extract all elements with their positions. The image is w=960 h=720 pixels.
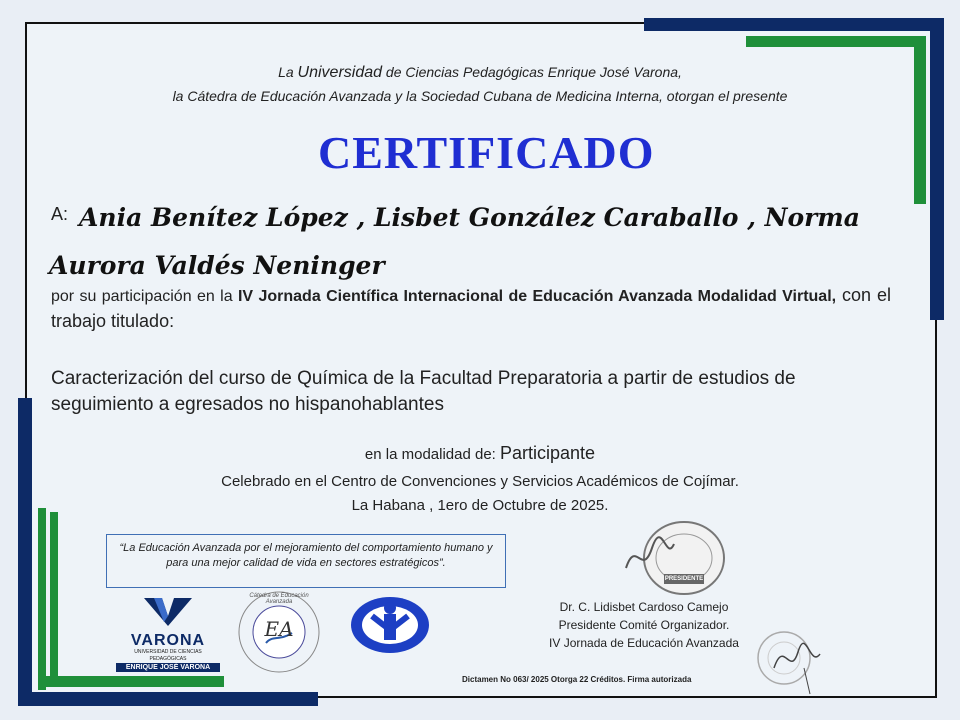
catedra-logo bbox=[236, 589, 322, 675]
footer-dictamen: Dictamen No 063/ 2025 Otorga 22 Créditos. Firma autorizada bbox=[462, 675, 692, 684]
society-logo bbox=[350, 596, 430, 654]
catedra-mono: EA bbox=[264, 617, 294, 641]
signatory-name: Dr. C. Lidisbet Cardoso Camejo bbox=[559, 600, 729, 614]
venue: Celebrado en el Centro de Convenciones y Servicios Académicos de Cojímar. bbox=[221, 473, 739, 490]
varona-name: VARONA bbox=[130, 632, 206, 649]
signatory-event: IV Jornada de Educación Avanzada bbox=[549, 636, 739, 650]
green-bar-left-2 bbox=[50, 512, 58, 678]
stamp-center: PRESIDENTE bbox=[664, 576, 704, 582]
green-bar-left-1 bbox=[38, 508, 46, 690]
stamp-seal-icon bbox=[622, 518, 728, 596]
recipient-label: A: bbox=[51, 204, 69, 224]
varona-sub-1: UNIVERSIDAD DE CIENCIAS PEDAGÓGICAS bbox=[134, 649, 202, 662]
green-bar-right bbox=[914, 36, 926, 204]
navy-bar-top bbox=[644, 18, 944, 31]
green-bar-bottom bbox=[38, 676, 224, 687]
varona-mark-icon bbox=[138, 596, 198, 628]
work-title: Caracterización del curso de Química de la Facultad Preparatoria a partir de estudios de seguimiento a egresados no hispanohablantes bbox=[51, 368, 796, 415]
signature-seal bbox=[754, 628, 826, 698]
date: La Habana , 1ero de Octubre de 2025. bbox=[351, 497, 609, 514]
signatory-role: Presidente Comité Organizador. bbox=[558, 618, 730, 632]
certificate-title: CERTIFICADO bbox=[318, 127, 655, 178]
recipient-names: Ania Benítez López , Lisbet González Caraballo , Norma Aurora Valdés Neninger bbox=[49, 203, 860, 280]
society-emblem-icon bbox=[350, 596, 430, 654]
intro-line-1: La Universidad de Ciencias Pedagógicas Enrique José Varona, bbox=[278, 64, 682, 81]
catedra-text: Cátedra de Educación Avanzada bbox=[249, 593, 309, 605]
varona-sub-2: ENRIQUE JOSÉ VARONA bbox=[116, 663, 220, 672]
signature-icon bbox=[754, 628, 826, 698]
participation-text: por su participación en la IV Jornada Científica Internacional de Educación Avanzada Modalidad Virtual, con el trabajo titulado: bbox=[51, 285, 891, 331]
navy-bar-bottom bbox=[18, 692, 318, 706]
official-stamp bbox=[622, 518, 728, 596]
varona-logo bbox=[116, 596, 220, 671]
modality: en la modalidad de: Participante bbox=[364, 443, 596, 463]
intro-line-2: la Cátedra de Educación Avanzada y la Sociedad Cubana de Medicina Interna, otorgan el presente bbox=[172, 88, 788, 104]
green-bar-top bbox=[746, 36, 926, 47]
motto-quote: “La Educación Avanzada por el mejoramiento del comportamiento humano y para una mejor calidad de vida en sectores estratégicos”. bbox=[106, 534, 506, 588]
